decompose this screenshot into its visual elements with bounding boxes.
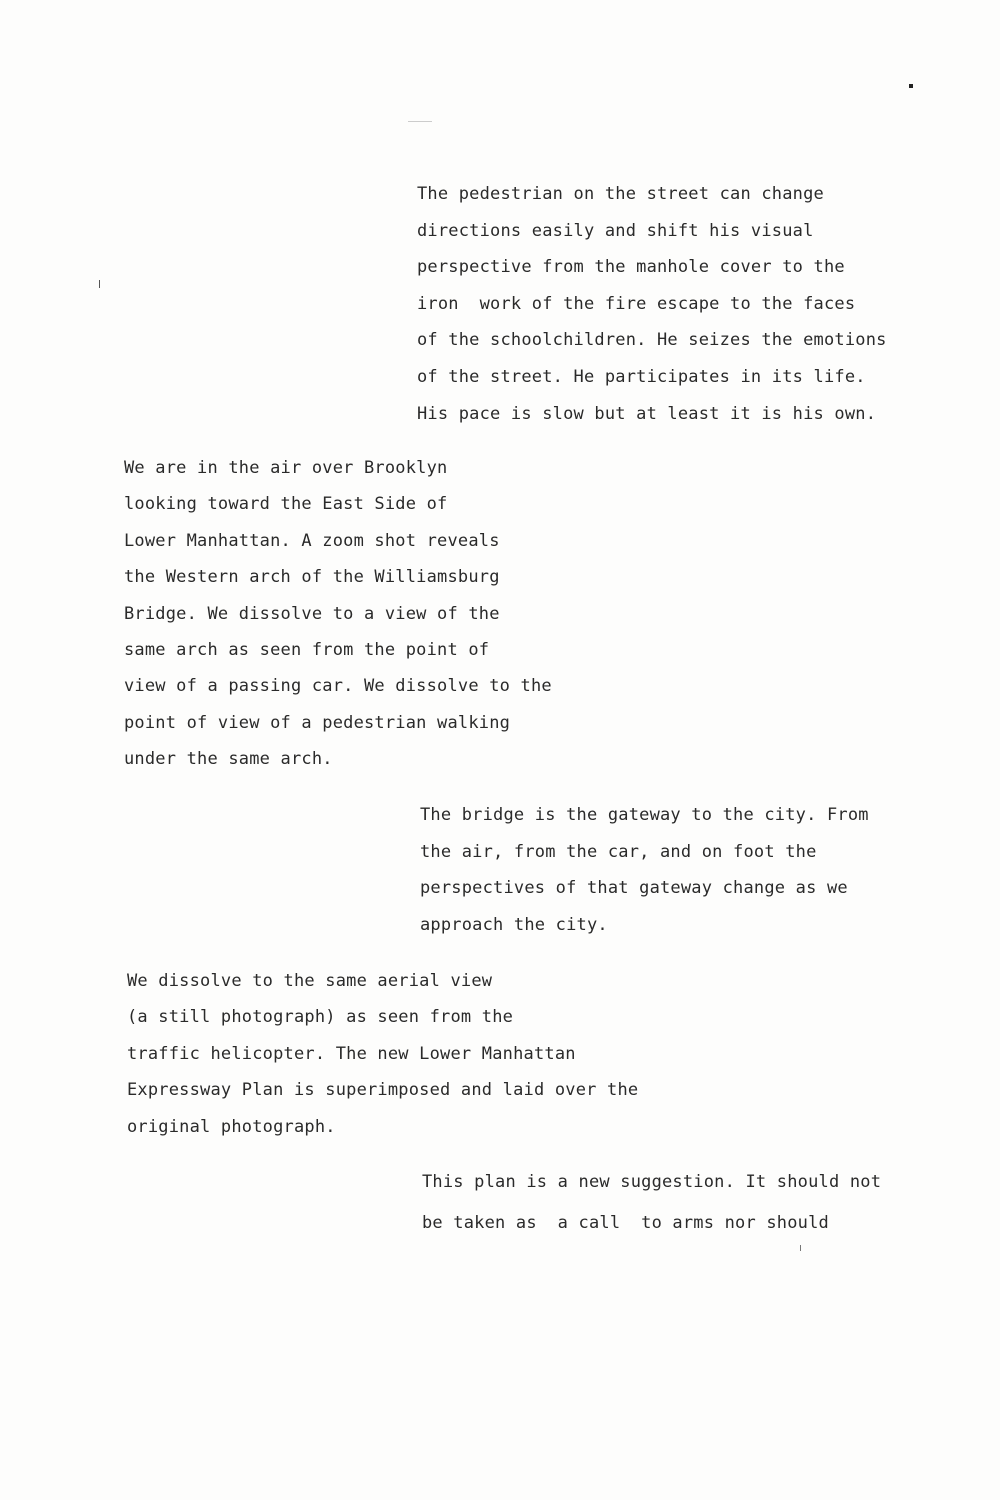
paragraph-bridge-gateway — [420, 797, 869, 943]
text-line: of the street. He participates in its life. — [417, 366, 866, 387]
text-line: under the same arch. — [124, 749, 333, 770]
text-line: original photograph. — [127, 1116, 336, 1137]
text-line: view of a passing car. We dissolve to the — [124, 676, 552, 697]
text-line: The pedestrian on the street can change — [417, 184, 824, 204]
ink-mark — [99, 280, 100, 288]
text-line: be taken as a call to arms nor should — [422, 1213, 829, 1233]
text-line: We are in the air over Brooklyn — [124, 458, 448, 478]
paragraph-aerial-view — [127, 963, 638, 1145]
text-line: the Western arch of the Williamsburg — [124, 567, 500, 588]
text-line: directions easily and shift his visual — [417, 220, 814, 241]
ink-speck — [909, 84, 913, 88]
text-line: Expressway Plan is superimposed and laid over the — [127, 1080, 639, 1101]
text-line: traffic helicopter. The new Lower Manhattan — [127, 1043, 576, 1064]
text-line: Lower Manhattan. A zoom shot reveals — [124, 530, 500, 551]
paragraph-plan-suggestion — [422, 1164, 881, 1246]
text-line: looking toward the East Side of — [124, 494, 448, 515]
text-line: perspective from the manhole cover to the — [417, 257, 845, 278]
text-line: perspectives of that gateway change as we — [420, 878, 848, 899]
text-line: same arch as seen from the point of — [124, 639, 490, 660]
text-line: His pace is slow but at least it is his own. — [417, 403, 877, 424]
text-line: the air, from the car, and on foot the — [420, 841, 817, 862]
text-line: point of view of a pedestrian walking — [124, 712, 511, 733]
faint-mark — [408, 121, 432, 122]
text-line: The bridge is the gateway to the city. From — [420, 805, 869, 825]
text-line: of the schoolchildren. He seizes the emotions — [417, 330, 887, 351]
text-line: Bridge. We dissolve to a view of the — [124, 603, 500, 624]
text-line: (a still photograph) as seen from the — [127, 1007, 514, 1028]
text-line: This plan is a new suggestion. It should not — [422, 1172, 882, 1192]
paragraph-pedestrian — [417, 176, 887, 432]
text-line: approach the city. — [420, 914, 608, 935]
text-line: We dissolve to the same aerial view — [127, 971, 493, 991]
text-line: iron work of the fire escape to the faces — [417, 293, 856, 314]
paragraph-brooklyn-view — [124, 450, 552, 778]
